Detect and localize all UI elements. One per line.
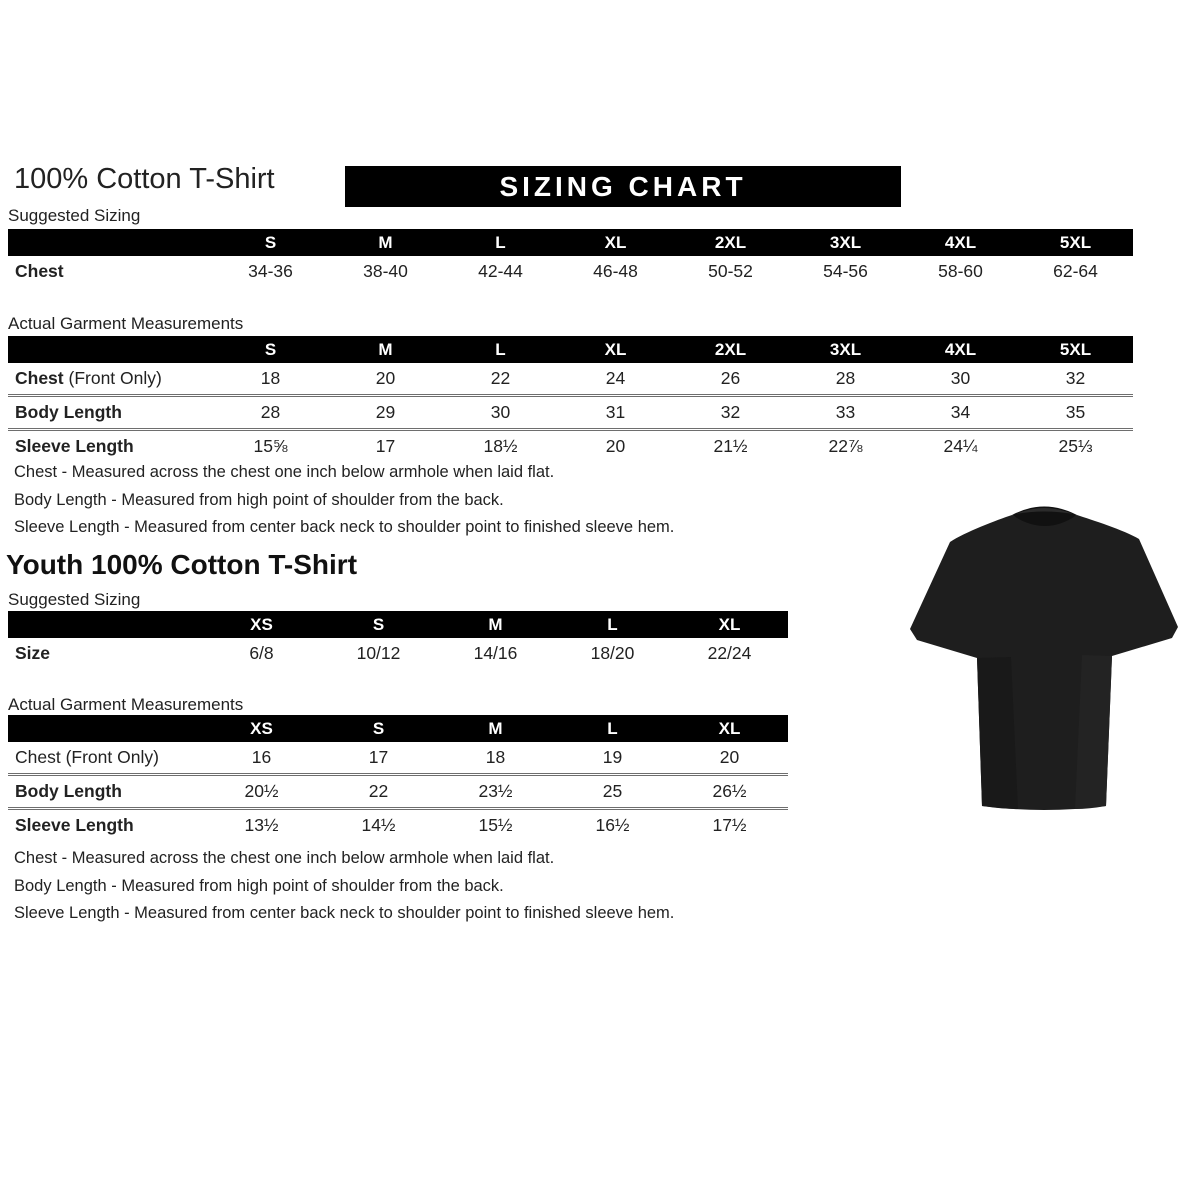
note-body-length: Body Length - Measured from high point of shoulder from the back. xyxy=(14,876,504,895)
table-row xyxy=(8,742,788,775)
table-row xyxy=(8,256,1133,287)
cell: 29 xyxy=(328,396,443,430)
cell: 33 xyxy=(788,396,903,430)
size-column-header: M xyxy=(437,611,554,638)
cell: 62-64 xyxy=(1018,256,1133,287)
size-column-header: XL xyxy=(671,611,788,638)
corner-cell xyxy=(8,611,203,638)
cell: 26½ xyxy=(671,775,788,809)
corner-cell xyxy=(8,336,213,363)
adult-section-title: 100% Cotton T-Shirt xyxy=(14,163,275,195)
black-tshirt-graphic xyxy=(893,487,1195,827)
size-column-header: S xyxy=(320,715,437,742)
size-column-header: L xyxy=(443,229,558,256)
size-column-header: 5XL xyxy=(1018,229,1133,256)
size-column-header: M xyxy=(328,336,443,363)
row-label: Chest (Front Only) xyxy=(8,363,213,396)
cell: 25 xyxy=(554,775,671,809)
size-column-header: XL xyxy=(671,715,788,742)
size-column-header: 3XL xyxy=(788,229,903,256)
adult-suggested-sizing-label: Suggested Sizing xyxy=(8,206,141,225)
adult-actual-measurements-label: Actual Garment Measurements xyxy=(8,314,244,333)
size-column-header: L xyxy=(554,715,671,742)
size-column-header: XL xyxy=(558,336,673,363)
table-header-row xyxy=(8,336,1133,363)
size-column-header: S xyxy=(213,229,328,256)
cell: 24¼ xyxy=(903,430,1018,463)
size-column-header: 4XL xyxy=(903,336,1018,363)
table-header-row xyxy=(8,611,788,638)
size-column-header: 5XL xyxy=(1018,336,1133,363)
size-column-header: 4XL xyxy=(903,229,1018,256)
cell: 46-48 xyxy=(558,256,673,287)
note-body-length: Body Length - Measured from high point of shoulder from the back. xyxy=(14,490,504,509)
size-column-header: S xyxy=(213,336,328,363)
cell: 54-56 xyxy=(788,256,903,287)
note-chest: Chest - Measured across the chest one inch below armhole when laid flat. xyxy=(14,849,555,867)
note-sleeve-length: Sleeve Length - Measured from center back neck to shoulder point to finished sleeve hem. xyxy=(14,904,675,922)
size-column-header: S xyxy=(320,611,437,638)
cell: 22/24 xyxy=(671,638,788,669)
table-row xyxy=(8,809,788,842)
cell: 35 xyxy=(1018,396,1133,430)
youth-section-title: Youth 100% Cotton T-Shirt xyxy=(6,549,358,580)
cell: 18 xyxy=(213,363,328,396)
tshirt-product-image xyxy=(893,487,1195,827)
size-column-header: M xyxy=(437,715,554,742)
table-row xyxy=(8,396,1133,430)
cell: 31 xyxy=(558,396,673,430)
size-column-header: 2XL xyxy=(673,229,788,256)
cell: 28 xyxy=(213,396,328,430)
youth-measurement-notes xyxy=(14,845,674,928)
adult-suggested-sizing-table xyxy=(8,229,1133,287)
table-row xyxy=(8,775,788,809)
cell: 17 xyxy=(328,430,443,463)
size-column-header: XL xyxy=(558,229,673,256)
cell: 20 xyxy=(671,742,788,775)
cell: 16 xyxy=(203,742,320,775)
cell: 42-44 xyxy=(443,256,558,287)
table-row xyxy=(8,638,788,669)
cell: 21½ xyxy=(673,430,788,463)
table-header-row xyxy=(8,715,788,742)
row-label: Body Length xyxy=(8,775,203,809)
youth-actual-measurements-table xyxy=(8,715,788,841)
cell: 15⅝ xyxy=(213,430,328,463)
adult-measurement-notes xyxy=(14,459,674,542)
cell: 22⅞ xyxy=(788,430,903,463)
row-label: Body Length xyxy=(8,396,213,430)
cell: 20½ xyxy=(203,775,320,809)
size-column-header: L xyxy=(554,611,671,638)
cell: 22 xyxy=(443,363,558,396)
adult-actual-measurements-table xyxy=(8,336,1133,462)
table-header-row xyxy=(8,229,1133,256)
cell: 30 xyxy=(443,396,558,430)
cell: 24 xyxy=(558,363,673,396)
cell: 17 xyxy=(320,742,437,775)
cell: 26 xyxy=(673,363,788,396)
size-column-header: M xyxy=(328,229,443,256)
youth-actual-measurements-label: Actual Garment Measurements xyxy=(8,695,244,714)
row-label: Sleeve Length xyxy=(8,430,213,463)
cell: 18/20 xyxy=(554,638,671,669)
table-row xyxy=(8,363,1133,396)
cell: 19 xyxy=(554,742,671,775)
cell: 20 xyxy=(328,363,443,396)
size-column-header: XS xyxy=(203,611,320,638)
cell: 34-36 xyxy=(213,256,328,287)
sizing-chart-banner: SIZING CHART xyxy=(345,166,901,207)
size-column-header: XS xyxy=(203,715,320,742)
youth-suggested-sizing-label: Suggested Sizing xyxy=(8,590,141,609)
cell: 18½ xyxy=(443,430,558,463)
cell: 28 xyxy=(788,363,903,396)
row-label: Size xyxy=(8,638,203,669)
cell: 38-40 xyxy=(328,256,443,287)
row-label: Chest (Front Only) xyxy=(8,742,203,775)
cell: 20 xyxy=(558,430,673,463)
cell: 13½ xyxy=(203,809,320,842)
cell: 58-60 xyxy=(903,256,1018,287)
cell: 17½ xyxy=(671,809,788,842)
cell: 15½ xyxy=(437,809,554,842)
cell: 16½ xyxy=(554,809,671,842)
size-column-header: 2XL xyxy=(673,336,788,363)
table-row xyxy=(8,430,1133,463)
cell: 18 xyxy=(437,742,554,775)
youth-suggested-sizing-table xyxy=(8,611,788,669)
cell: 34 xyxy=(903,396,1018,430)
cell: 30 xyxy=(903,363,1018,396)
size-column-header: L xyxy=(443,336,558,363)
cell: 22 xyxy=(320,775,437,809)
cell: 14½ xyxy=(320,809,437,842)
cell: 25⅓ xyxy=(1018,430,1133,463)
note-chest: Chest - Measured across the chest one inch below armhole when laid flat. xyxy=(14,463,555,481)
size-column-header: 3XL xyxy=(788,336,903,363)
row-label: Sleeve Length xyxy=(8,809,203,842)
cell: 14/16 xyxy=(437,638,554,669)
cell: 50-52 xyxy=(673,256,788,287)
row-label: Chest xyxy=(8,256,213,287)
cell: 32 xyxy=(1018,363,1133,396)
note-sleeve-length: Sleeve Length - Measured from center back neck to shoulder point to finished sleeve hem. xyxy=(14,518,675,536)
cell: 23½ xyxy=(437,775,554,809)
cell: 10/12 xyxy=(320,638,437,669)
corner-cell xyxy=(8,229,213,256)
corner-cell xyxy=(8,715,203,742)
cell: 6/8 xyxy=(203,638,320,669)
cell: 32 xyxy=(673,396,788,430)
